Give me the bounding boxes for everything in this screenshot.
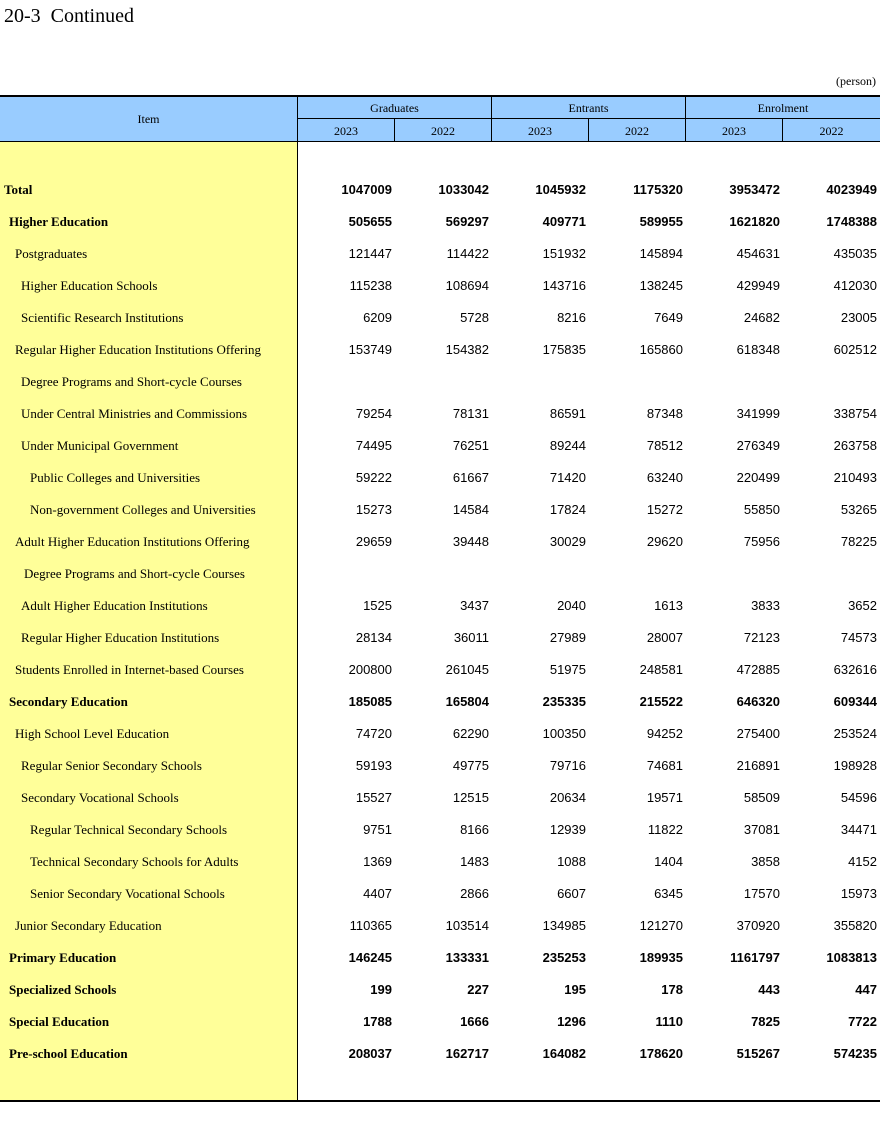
cell-value — [302, 366, 392, 398]
item-header: Item — [137, 112, 160, 126]
year-header: 2022 — [431, 124, 455, 138]
cell-value: 89244 — [549, 438, 586, 453]
row-label: Total — [4, 182, 33, 197]
cell-value: 62290 — [452, 726, 489, 741]
cell-value: 443 — [758, 982, 780, 997]
cell-value: 108694 — [445, 278, 489, 293]
cell-value: 8216 — [557, 310, 586, 325]
row-label: Secondary Vocational Schools — [21, 790, 179, 805]
cell-value: 1369 — [363, 854, 392, 869]
row-label: Postgraduates — [15, 246, 88, 261]
cell-value: 589955 — [639, 214, 683, 229]
cell-value: 78131 — [452, 406, 489, 421]
cell-value: 1525 — [363, 598, 392, 613]
cell-value: 72123 — [743, 630, 780, 645]
table-row — [0, 782, 880, 814]
row-label: Technical Secondary Schools for Adults — [30, 854, 239, 869]
table-row — [0, 974, 880, 1006]
row-label: Junior Secondary Education — [15, 918, 162, 933]
top-rule — [0, 95, 880, 97]
cell-value: 6345 — [654, 886, 683, 901]
table-row — [0, 270, 880, 302]
row-label: Scientific Research Institutions — [21, 310, 184, 325]
table-row — [0, 1006, 880, 1038]
table-row — [0, 398, 880, 430]
cell-value: 2866 — [460, 886, 489, 901]
cell-value: 114422 — [446, 246, 489, 261]
row-label: Degree Programs and Short-cycle Courses — [24, 566, 245, 581]
table-row — [0, 366, 880, 398]
cell-value: 235335 — [542, 694, 586, 709]
row-label: Adult Higher Education Institutions — [21, 598, 208, 613]
cell-value: 198928 — [833, 758, 877, 773]
cell-value: 54596 — [840, 790, 877, 805]
cell-value: 4023949 — [826, 182, 877, 197]
cell-value: 5728 — [460, 310, 489, 325]
cell-value: 17570 — [743, 886, 780, 901]
cell-value: 602512 — [833, 342, 877, 357]
cell-value: 143716 — [542, 278, 586, 293]
year-header: 2023 — [334, 124, 358, 138]
cell-value: 3833 — [751, 598, 780, 613]
cell-value: 409771 — [542, 214, 586, 229]
row-label: Higher Education Schools — [21, 278, 158, 293]
cell-value: 71420 — [549, 470, 586, 485]
cell-value: 1110 — [655, 1014, 683, 1029]
cell-value — [593, 366, 683, 398]
cell-value: 261045 — [445, 662, 489, 677]
table-row — [0, 622, 880, 654]
cell-value: 59193 — [355, 758, 392, 773]
table-row — [0, 910, 880, 942]
cell-value: 1175320 — [633, 182, 683, 197]
cell-value: 185085 — [348, 694, 392, 709]
cell-value: 1088 — [557, 854, 586, 869]
cell-value: 79716 — [549, 758, 586, 773]
cell-value: 55850 — [743, 502, 780, 517]
cell-value: 115238 — [349, 278, 392, 293]
cell-value: 76251 — [452, 438, 489, 453]
cell-value: 1483 — [460, 854, 489, 869]
cell-value: 435035 — [833, 246, 877, 261]
cell-value: 151932 — [542, 246, 586, 261]
table-row — [0, 430, 880, 462]
cell-value: 263758 — [833, 438, 877, 453]
cell-value: 86591 — [549, 406, 586, 421]
row-label: Regular Technical Secondary Schools — [30, 822, 228, 837]
cell-value: 12939 — [549, 822, 586, 837]
cell-value: 19571 — [646, 790, 683, 805]
cell-value: 370920 — [736, 918, 780, 933]
graduates-header: Graduates — [370, 101, 419, 115]
cell-value: 27989 — [549, 630, 586, 645]
cell-value: 1748388 — [826, 214, 877, 229]
row-label: High School Level Education — [15, 726, 170, 741]
entrants-header: Entrants — [568, 101, 609, 115]
cell-value — [690, 558, 780, 590]
cell-value: 133331 — [445, 950, 489, 965]
row-label: Regular Higher Education Institutions Offering — [15, 342, 261, 357]
table-row — [0, 846, 880, 878]
cell-value: 145894 — [639, 246, 683, 261]
table-row — [0, 174, 880, 206]
cell-value: 78512 — [646, 438, 683, 453]
cell-value: 134985 — [542, 918, 586, 933]
cell-value: 6209 — [363, 310, 392, 325]
group-underline — [297, 118, 880, 119]
cell-value: 7722 — [848, 1014, 877, 1029]
cell-value: 216891 — [736, 758, 780, 773]
table-row — [0, 238, 880, 270]
cell-value: 121447 — [348, 246, 392, 261]
cell-value: 3858 — [751, 854, 780, 869]
cell-value — [593, 558, 683, 590]
cell-value: 200800 — [348, 662, 392, 677]
cell-value: 3437 — [460, 598, 489, 613]
row-label: Primary Education — [9, 950, 117, 965]
cell-value: 235253 — [542, 950, 586, 965]
cell-value: 574235 — [833, 1046, 877, 1061]
cell-value: 74495 — [355, 438, 392, 453]
cell-value — [787, 366, 877, 398]
row-label: Higher Education — [9, 214, 109, 229]
cell-value: 78225 — [840, 534, 877, 549]
cell-value: 153749 — [348, 342, 392, 357]
cell-value — [787, 558, 877, 590]
cell-value: 447 — [855, 982, 877, 997]
table-row — [0, 526, 880, 558]
cell-value: 646320 — [736, 694, 780, 709]
cell-value: 146245 — [348, 950, 392, 965]
cell-value: 28007 — [646, 630, 683, 645]
cell-value: 2040 — [557, 598, 586, 613]
row-label: Regular Senior Secondary Schools — [21, 758, 202, 773]
cell-value — [690, 366, 780, 398]
cell-value: 1404 — [654, 854, 683, 869]
cell-value: 253524 — [833, 726, 877, 741]
row-label: Special Education — [9, 1014, 110, 1029]
cell-value: 472885 — [736, 662, 780, 677]
cell-value: 609344 — [833, 694, 877, 709]
cell-value: 6607 — [557, 886, 586, 901]
cell-value: 1613 — [654, 598, 683, 613]
table-row — [0, 1038, 880, 1070]
cell-value: 15973 — [840, 886, 877, 901]
cell-value: 87348 — [646, 406, 683, 421]
cell-value: 178620 — [639, 1046, 683, 1061]
table-title: 20-3 Continued — [4, 5, 134, 27]
table-row — [0, 302, 880, 334]
year-header: 2023 — [528, 124, 552, 138]
cell-value: 30029 — [549, 534, 586, 549]
cell-value — [496, 558, 586, 590]
cell-value: 12515 — [452, 790, 489, 805]
enrolment-header: Enrolment — [757, 101, 809, 115]
cell-value: 100350 — [542, 726, 586, 741]
cell-value: 3652 — [848, 598, 877, 613]
cell-value: 7825 — [751, 1014, 780, 1029]
cell-value: 505655 — [348, 214, 392, 229]
cell-value: 15527 — [355, 790, 392, 805]
row-label: Secondary Education — [9, 694, 128, 709]
table-row — [0, 718, 880, 750]
cell-value: 58509 — [743, 790, 780, 805]
cell-value — [399, 558, 489, 590]
table-row — [0, 686, 880, 718]
cell-value: 1047009 — [341, 182, 392, 197]
year-header: 2022 — [625, 124, 649, 138]
cell-value: 15273 — [355, 502, 392, 517]
table-row — [0, 334, 880, 366]
cell-value: 29620 — [646, 534, 683, 549]
table-row — [0, 590, 880, 622]
cell-value: 59222 — [355, 470, 392, 485]
row-label: Pre-school Education — [9, 1046, 128, 1061]
cell-value: 632616 — [833, 662, 877, 677]
cell-value: 61667 — [452, 470, 489, 485]
row-label: Under Central Ministries and Commissions — [21, 406, 248, 421]
cell-value: 4152 — [848, 854, 877, 869]
row-label: Public Colleges and Universities — [30, 470, 201, 485]
cell-value: 276349 — [736, 438, 780, 453]
cell-value: 227 — [467, 982, 489, 997]
cell-value: 1045932 — [535, 182, 586, 197]
cell-value: 1666 — [460, 1014, 489, 1029]
cell-value: 1621820 — [729, 214, 780, 229]
cell-value: 175835 — [542, 342, 586, 357]
cell-value: 63240 — [646, 470, 683, 485]
cell-value: 24682 — [743, 310, 780, 325]
cell-value: 74573 — [840, 630, 877, 645]
cell-value: 7649 — [654, 310, 683, 325]
row-label: Adult Higher Education Institutions Offering — [15, 534, 250, 549]
cell-value: 618348 — [736, 342, 780, 357]
cell-value: 17824 — [549, 502, 586, 517]
table-row — [0, 206, 880, 238]
cell-value: 162717 — [445, 1046, 489, 1061]
cell-value: 569297 — [445, 214, 489, 229]
table-row — [0, 942, 880, 974]
cell-value: 3953472 — [729, 182, 780, 197]
cell-value: 210493 — [833, 470, 877, 485]
unit-label: (person) — [836, 74, 876, 88]
cell-value: 51975 — [549, 662, 586, 677]
row-label: Under Municipal Government — [21, 438, 179, 453]
cell-value — [302, 558, 392, 590]
cell-value: 154382 — [445, 342, 489, 357]
cell-value: 338754 — [833, 406, 877, 421]
cell-value: 429949 — [736, 278, 780, 293]
cell-value: 164082 — [542, 1046, 586, 1061]
cell-value: 1033042 — [438, 182, 489, 197]
cell-value: 20634 — [549, 790, 586, 805]
row-label: Degree Programs and Short-cycle Courses — [21, 374, 242, 389]
cell-value — [399, 366, 489, 398]
cell-value: 1788 — [363, 1014, 392, 1029]
table-row — [0, 654, 880, 686]
cell-value: 1083813 — [826, 950, 877, 965]
cell-value: 103514 — [445, 918, 489, 933]
row-label: Specialized Schools — [9, 982, 117, 997]
table-row — [0, 558, 880, 590]
cell-value: 208037 — [348, 1046, 392, 1061]
year-header: 2023 — [722, 124, 746, 138]
cell-value: 220499 — [736, 470, 780, 485]
cell-value: 74681 — [646, 758, 683, 773]
cell-value: 79254 — [355, 406, 392, 421]
cell-value: 53265 — [840, 502, 877, 517]
cell-value: 4407 — [363, 886, 392, 901]
cell-value: 36011 — [453, 630, 489, 645]
cell-value: 215522 — [639, 694, 683, 709]
row-label: Students Enrolled in Internet-based Courses — [15, 662, 244, 677]
table-row — [0, 462, 880, 494]
row-label: Regular Higher Education Institutions — [21, 630, 220, 645]
cell-value: 248581 — [639, 662, 683, 677]
cell-value: 23005 — [840, 310, 877, 325]
cell-value: 189935 — [639, 950, 683, 965]
cell-value: 412030 — [833, 278, 877, 293]
cell-value: 8166 — [460, 822, 489, 837]
cell-value: 49775 — [452, 758, 489, 773]
cell-value: 165804 — [445, 694, 489, 709]
cell-value: 29659 — [355, 534, 392, 549]
table-row — [0, 814, 880, 846]
cell-value: 39448 — [452, 534, 489, 549]
cell-value: 515267 — [736, 1046, 780, 1061]
cell-value: 1161797 — [730, 950, 780, 965]
table-row — [0, 494, 880, 526]
cell-value: 37081 — [743, 822, 780, 837]
cell-value — [496, 366, 586, 398]
cell-value: 34471 — [840, 822, 877, 837]
year-header: 2022 — [819, 124, 844, 138]
cell-value: 94252 — [646, 726, 683, 741]
table-row — [0, 878, 880, 910]
cell-value: 454631 — [736, 246, 780, 261]
cell-value: 275400 — [736, 726, 780, 741]
cell-value: 195 — [564, 982, 586, 997]
row-label: Senior Secondary Vocational Schools — [30, 886, 225, 901]
cell-value: 341999 — [736, 406, 780, 421]
cell-value: 121270 — [639, 918, 683, 933]
bottom-rule — [0, 1100, 880, 1102]
cell-value: 199 — [370, 982, 392, 997]
cell-value: 138245 — [639, 278, 683, 293]
cell-value: 165860 — [639, 342, 683, 357]
cell-value: 15272 — [646, 502, 683, 517]
cell-value: 74720 — [355, 726, 392, 741]
cell-value: 75956 — [743, 534, 780, 549]
cell-value: 11822 — [647, 822, 683, 837]
row-label: Non-government Colleges and Universities — [30, 502, 256, 517]
cell-value: 28134 — [355, 630, 392, 645]
cell-value: 1296 — [557, 1014, 586, 1029]
cell-value: 14584 — [452, 502, 489, 517]
cell-value: 9751 — [363, 822, 392, 837]
cell-value: 110365 — [349, 918, 392, 933]
cell-value: 178 — [661, 982, 683, 997]
table-row — [0, 750, 880, 782]
cell-value: 355820 — [833, 918, 877, 933]
